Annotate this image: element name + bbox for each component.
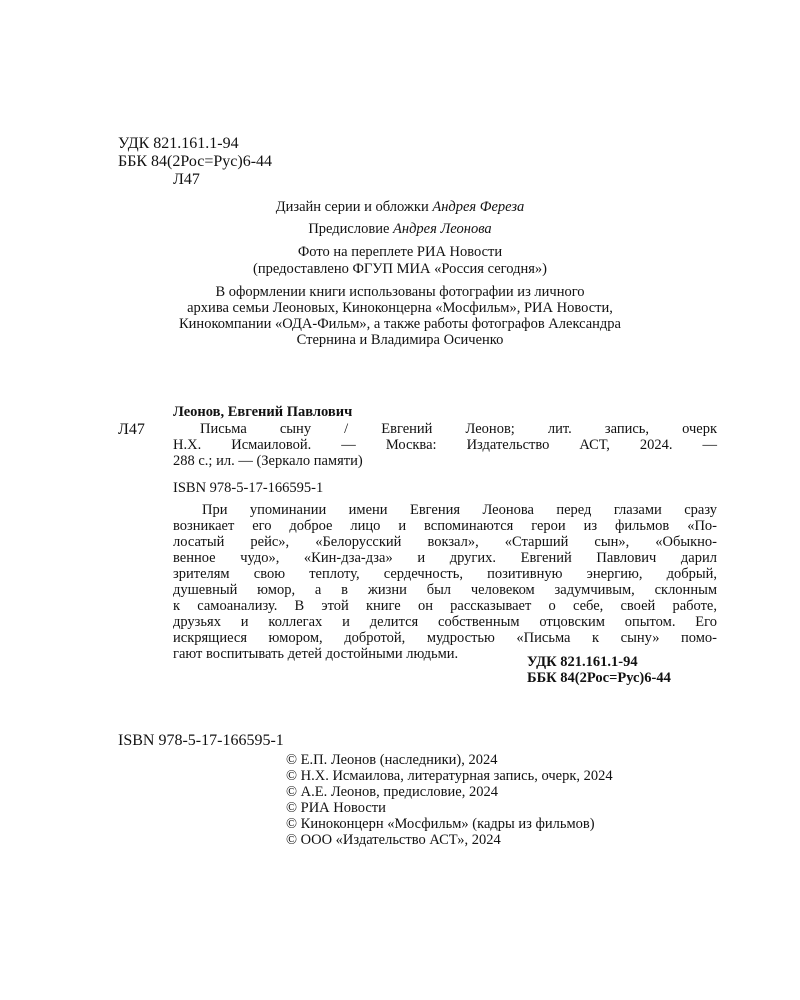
bibliographic-description [173, 421, 717, 469]
udk-top: УДК 821.161.1-94 [118, 135, 239, 152]
description-line: 288 с.; ил. — (Зеркало памяти) [173, 453, 363, 469]
annotation-line: душевный юмор, а в жизни был человеком задумчивым, склонным [173, 582, 717, 598]
preface-credit-name: Андрея Леонова [393, 221, 492, 237]
annotation-line: возникает его доброе лицо и вспоминаются герои из фильмов «По- [173, 518, 717, 534]
udk-bottom: УДК 821.161.1-94 [527, 654, 638, 670]
annotation-line: венное чудо», «Кин-дза-дза» и других. Евгений Павлович дарил [173, 550, 717, 566]
copyright-line: © ООО «Издательство АСТ», 2024 [286, 832, 501, 848]
photo-credit-line-1: Фото на переплете РИА Новости [297, 244, 503, 260]
annotation-line: зрителям свою теплоту, сердечность, позитивную энергию, добрый, [173, 566, 717, 582]
bbk-bottom: ББК 84(2Рос=Рус)6-44 [527, 670, 671, 686]
author-mark: Л47 [118, 421, 145, 438]
design-credit-name: Андрея Фереза [432, 199, 525, 215]
author-mark-top: Л47 [173, 171, 200, 188]
annotation [173, 502, 717, 662]
archive-credit-line: В оформлении книги использованы фотографии из личного [215, 284, 585, 300]
annotation-line: При упоминании имени Евгения Леонова перед глазами сразу [202, 502, 717, 518]
copyright-line: © Киноконцерн «Мосфильм» (кадры из фильмов) [286, 816, 595, 832]
isbn: ISBN 978-5-17-166595-1 [173, 480, 324, 496]
annotation-line: гают воспитывать детей достойными людьми. [173, 646, 459, 662]
archive-credit-line: Кинокомпании «ОДА-Фильм», а также работы фотографов Александра [179, 316, 621, 332]
description-line: Письма сыну / Евгений Леонов; лит. запись, очерк [200, 421, 717, 437]
copyright-line: © Е.П. Леонов (наследники), 2024 [286, 752, 498, 768]
archive-credit-line: архива семьи Леоновых, Киноконцерна «Мосфильм», РИА Новости, [187, 300, 613, 316]
description-line: Н.Х. Исмаиловой. — Москва: Издательство АСТ, 2024. — [173, 437, 717, 453]
copyright-line: © Н.Х. Исмаилова, литературная запись, очерк, 2024 [286, 768, 613, 784]
copyright-line: © РИА Новости [286, 800, 386, 816]
isbn-bottom: ISBN 978-5-17-166595-1 [118, 732, 284, 749]
photo-credit-line-2: (предоставлено ФГУП МИА «Россия сегодня») [253, 261, 547, 277]
annotation-line: к самоанализу. В этой книге он рассказывает о себе, своей работе, [173, 598, 717, 614]
preface-credit-prefix: Предисловие [308, 221, 394, 237]
design-credit [0, 199, 800, 215]
archive-credit-line: Стернина и Владимира Осиченко [296, 332, 504, 348]
annotation-line: искрящиеся юмором, добротой, мудростью «Письма к сыну» помо- [173, 630, 717, 646]
preface-credit [0, 221, 800, 237]
annotation-line: друзьях и коллегах и делится собственным отцовским опытом. Его [173, 614, 717, 630]
annotation-line: лосатый рейс», «Белорусский вокзал», «Старший сын», «Обыкно- [173, 534, 717, 550]
copyright-line: © А.Е. Леонов, предисловие, 2024 [286, 784, 498, 800]
design-credit-prefix: Дизайн серии и обложки [275, 199, 433, 215]
bbk-top: ББК 84(2Рос=Рус)6-44 [118, 153, 273, 170]
author-heading: Леонов, Евгений Павлович [173, 404, 353, 420]
